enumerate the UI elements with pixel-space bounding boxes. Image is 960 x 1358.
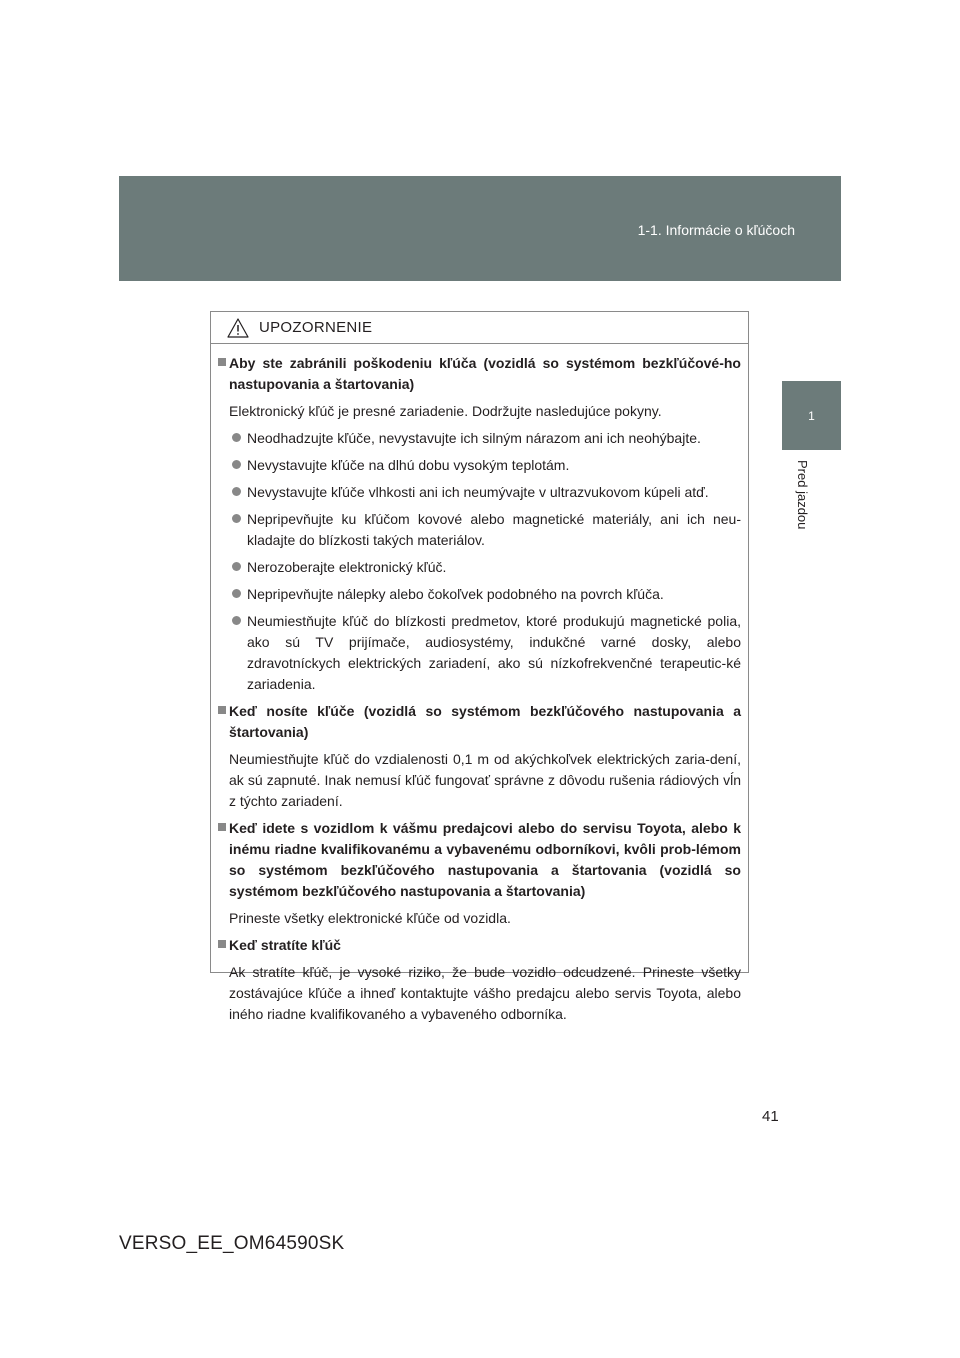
section-heading: Keď idete s vozidlom k vášmu predajcovi alebo do servisu Toyota, alebo k inému riadne kvalifikovanému a vybavenému odborníkovi, kvôli prob-lémom so systémom bezkľúčového nastupovania a štartovania (vozidlá so systémom bezkľúčového nastupovania a štartovania) xyxy=(218,818,741,902)
list-item: Neumiestňujte kľúč do blízkosti predmetov, ktoré produkujú magnetické polia, ako sú TV prijímače, audiosystémy, indukčné varné dosky, alebo zdravotníckych elektrických zariadení, ako sú nízkofrekvenčné terapeutic-ké zariadenia. xyxy=(218,611,741,695)
list-item: Nerozoberajte elektronický kľúč. xyxy=(218,557,741,578)
section-heading: Keď nosíte kľúče (vozidlá so systémom bezkľúčového nastupovania a štartovania) xyxy=(218,701,741,743)
warning-body xyxy=(211,344,748,1025)
document-code: VERSO_EE_OM64590SK xyxy=(119,1233,345,1254)
section-title: 1-1. Informácie o kľúčoch xyxy=(637,222,795,238)
warning-box xyxy=(210,311,749,1022)
warning-header xyxy=(211,312,748,344)
chapter-number: 1 xyxy=(808,408,815,423)
list-item: Nevystavujte kľúče vlhkosti ani ich neumývajte v ultrazvukovom kúpeli atď. xyxy=(218,482,741,503)
section-text: Neumiestňujte kľúč do vzdialenosti 0,1 m od akýchkoľvek elektrických zaria-dení, ak sú zapnuté. Inak nemusí kľúč fungovať správne z dôvodu rušenia rádiových vĺn z týchto zariadení. xyxy=(229,751,741,809)
section-text: Ak stratíte kľúč, je vysoké riziko, že bude vozidlo odcudzené. Prineste všetky zostávajúce kľúče a ihneď kontaktujte vášho predajcu alebo servis Toyota, alebo iného riadne kvalifikovaného a vybaveného odborníka. xyxy=(229,964,741,1022)
list-item: Neodhadzujte kľúče, nevystavujte ich silným nárazom ani ich neohýbajte. xyxy=(218,428,741,449)
header-band xyxy=(119,176,841,281)
warning-title: UPOZORNENIE xyxy=(259,319,373,336)
list-item: Nepripevňujte ku kľúčom kovové alebo magnetické materiály, ani ich neu-kladajte do blízkosti takých materiálov. xyxy=(218,509,741,551)
section-heading: Keď stratíte kľúč xyxy=(218,935,741,956)
page-number: 41 xyxy=(762,1108,779,1125)
section-heading: Aby ste zabránili poškodeniu kľúča (vozidlá so systémom bezkľúčové-ho nastupovania a štartovania) xyxy=(218,353,741,395)
section-text: Prineste všetky elektronické kľúče od vozidla. xyxy=(229,910,511,926)
list-item: Nepripevňujte nálepky alebo čokoľvek podobného na povrch kľúča. xyxy=(218,584,741,605)
chapter-tab xyxy=(782,381,841,450)
section-text: Elektronický kľúč je presné zariadenie. Dodržujte nasledujúce pokyny. xyxy=(229,403,662,419)
chapter-label: Pred jazdou xyxy=(795,460,810,530)
warning-triangle-icon xyxy=(227,318,249,338)
list-item: Nevystavujte kľúče na dlhú dobu vysokým teplotám. xyxy=(218,455,741,476)
